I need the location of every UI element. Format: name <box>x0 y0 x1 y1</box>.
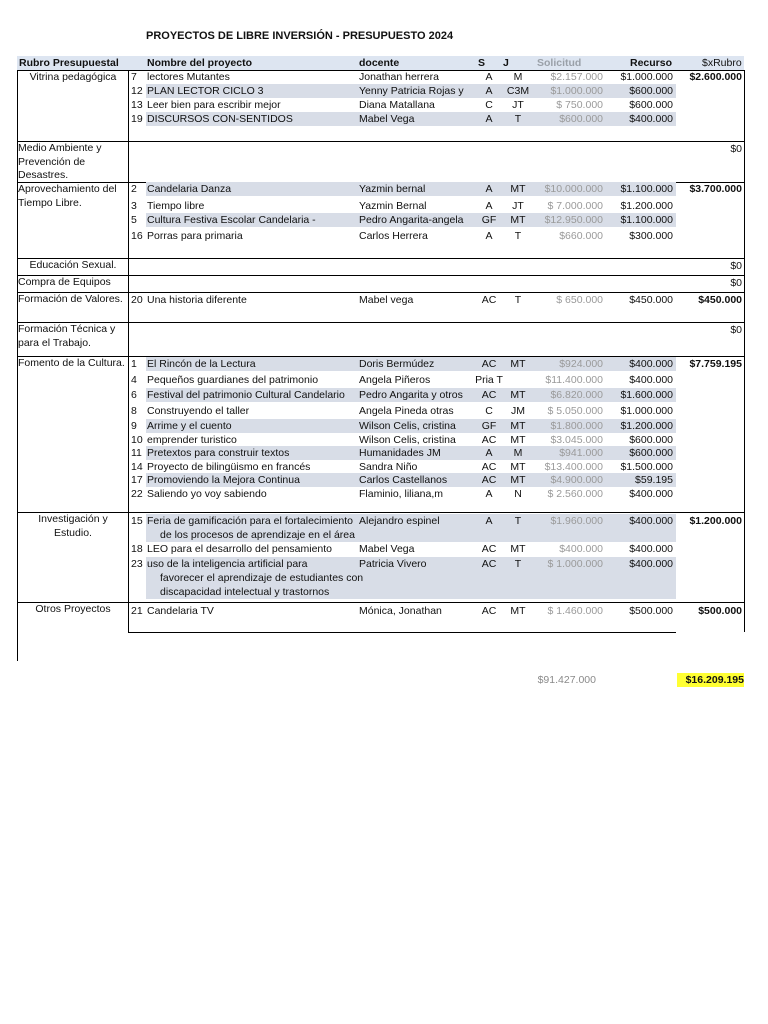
header-j: J <box>503 57 509 69</box>
project-j: M <box>513 71 523 83</box>
project-number: 10 <box>131 434 143 446</box>
project-j: T <box>514 230 522 242</box>
project-name: PLAN LECTOR CICLO 3 <box>147 85 264 97</box>
cell-divider <box>128 258 744 259</box>
project-j: JT <box>512 99 524 111</box>
project-number: 23 <box>131 558 143 570</box>
project-number: 4 <box>131 374 137 386</box>
project-docente: Mabel Vega <box>359 113 415 125</box>
project-s: AC <box>481 461 497 473</box>
table-row <box>129 473 744 487</box>
project-j: C3M <box>506 85 530 97</box>
project-s: AC <box>481 434 497 446</box>
table-row <box>129 433 744 447</box>
project-solicitud: $1.800.000 <box>550 420 603 432</box>
project-number: 13 <box>131 99 143 111</box>
project-docente: Angela Piñeros <box>359 374 431 386</box>
project-docente: Pedro Angarita-angela <box>359 214 464 226</box>
project-docente: Patricia Vivero <box>359 558 427 570</box>
project-j: MT <box>510 358 526 370</box>
table-top-border <box>17 70 744 71</box>
project-s: AC <box>481 605 497 617</box>
project-number: 8 <box>131 405 137 417</box>
project-recurso: $1.000.000 <box>620 405 673 417</box>
header-nombre: Nombre del proyecto <box>147 57 253 69</box>
project-recurso: $1.600.000 <box>620 389 673 401</box>
project-recurso: $59.195 <box>635 474 673 486</box>
cell-divider <box>128 322 744 323</box>
table-row <box>129 357 744 371</box>
project-docente: Doris Bermúdez <box>359 358 435 370</box>
table-row <box>129 199 744 213</box>
project-docente: Mónica, Jonathan <box>359 605 442 617</box>
project-solicitud: $ 1.000.000 <box>547 558 603 570</box>
project-j: MT <box>510 389 526 401</box>
table-row <box>129 229 744 243</box>
project-j: MT <box>510 183 526 195</box>
project-docente: Yenny Patricia Rojas y <box>359 85 464 97</box>
project-solicitud: $1.000.000 <box>550 85 603 97</box>
project-recurso: $400.000 <box>629 543 673 555</box>
rubro-total: $0 <box>730 260 742 272</box>
project-solicitud: $660.000 <box>559 230 603 242</box>
project-number: 22 <box>131 488 143 500</box>
project-number: 2 <box>131 183 137 195</box>
project-name: Candelaria Danza <box>147 183 232 195</box>
project-s: GF <box>481 214 497 226</box>
project-j: T <box>514 558 522 570</box>
project-number: 14 <box>131 461 143 473</box>
project-solicitud: $4.900.000 <box>550 474 603 486</box>
project-solicitud: $ 750.000 <box>556 99 603 111</box>
project-s: A <box>485 113 493 125</box>
rubro-label: Medio Ambiente y Prevención de Desastres. <box>18 142 102 181</box>
project-solicitud: $ 650.000 <box>556 294 603 306</box>
total-xrubro: $16.209.195 <box>677 673 744 687</box>
total-solicitud: $91.427.000 <box>537 674 596 686</box>
table-row <box>129 604 744 618</box>
rubro-label: Formación de Valores. <box>18 293 123 305</box>
project-docente: Flaminio, liliana,m <box>359 488 444 500</box>
project-solicitud: $941.000 <box>559 447 603 459</box>
project-name: Cultura Festiva Escolar Candelaria - <box>147 214 316 226</box>
project-number: 15 <box>131 515 143 527</box>
project-s: A <box>485 447 493 459</box>
rubro-total: $3.700.000 <box>689 183 742 195</box>
project-j: MT <box>510 214 526 226</box>
table-row <box>129 213 744 227</box>
project-recurso: $1.100.000 <box>620 214 673 226</box>
project-name: uso de la inteligencia artificial para <box>147 558 308 570</box>
project-s: AC <box>481 294 497 306</box>
project-number: 12 <box>131 85 143 97</box>
project-j: MT <box>510 605 526 617</box>
project-docente: Wilson Celis, cristina <box>359 420 456 432</box>
project-solicitud: $ 5.050.000 <box>547 405 603 417</box>
table-row <box>129 404 744 418</box>
project-j: MT <box>510 474 526 486</box>
project-name: DISCURSOS CON-SENTIDOS <box>147 113 293 125</box>
project-recurso: $600.000 <box>629 85 673 97</box>
rubro-label: Investigación y Estudio. <box>38 513 108 539</box>
project-solicitud: $6.820.000 <box>550 389 603 401</box>
header-rubro: Rubro Presupuestal <box>19 57 119 69</box>
project-s: A <box>485 488 493 500</box>
table-row <box>129 373 744 387</box>
project-solicitud: $13.400.000 <box>544 461 603 473</box>
project-name: lectores Mutantes <box>147 71 230 83</box>
project-s: AC <box>481 558 497 570</box>
project-recurso: $1.200.000 <box>620 200 673 212</box>
project-name-continued: de los procesos de aprendizaje en el área <box>160 529 355 541</box>
project-recurso: $600.000 <box>629 99 673 111</box>
project-number: 20 <box>131 294 143 306</box>
project-number: 1 <box>131 358 137 370</box>
project-solicitud: $10.000.000 <box>544 183 603 195</box>
project-docente: Wilson Celis, cristina <box>359 434 456 446</box>
project-docente: Humanidades JM <box>359 447 441 459</box>
project-number: 18 <box>131 543 143 555</box>
rubro-label: Aprovechamiento del Tiempo Libre. <box>18 183 117 209</box>
table-row <box>129 388 744 402</box>
rubro-label: Fomento de la Cultura. <box>18 357 125 369</box>
project-recurso: $400.000 <box>629 558 673 570</box>
project-name-continued: discapacidad intelectual y trastornos <box>160 586 330 598</box>
rubro-label: Otros Proyectos <box>35 603 111 615</box>
project-solicitud: $ 7.000.000 <box>547 200 603 212</box>
rubro-label: Educación Sexual. <box>29 259 117 271</box>
project-number: 5 <box>131 214 137 226</box>
project-docente: Alejandro espinel <box>359 515 440 527</box>
project-number: 11 <box>131 447 142 459</box>
project-j: MT <box>510 434 526 446</box>
project-name: Construyendo el taller <box>147 405 250 417</box>
project-s: AC <box>481 389 497 401</box>
project-solicitud: $3.045.000 <box>550 434 603 446</box>
table-row <box>129 70 744 84</box>
project-recurso: $400.000 <box>629 358 673 370</box>
header-recurso: Recurso <box>630 57 673 69</box>
project-recurso: $400.000 <box>629 374 673 386</box>
rubro-total: $0 <box>730 324 742 336</box>
table-row <box>129 84 744 98</box>
project-number: 21 <box>131 605 143 617</box>
row-divider <box>128 632 676 633</box>
project-name: Feria de gamificación para el fortalecimiento <box>147 515 354 527</box>
project-recurso: $500.000 <box>629 605 673 617</box>
project-docente: Diana Matallana <box>359 99 435 111</box>
project-name: Promoviendo la Mejora Continua <box>147 474 300 486</box>
project-name: Porras para primaria <box>147 230 243 242</box>
project-name: Festival del patrimonio Cultural Candelario <box>147 389 345 401</box>
document-title: PROYECTOS DE LIBRE INVERSIÓN - PRESUPUESTO 2024 <box>146 30 454 42</box>
project-name: Candelaria TV <box>147 605 214 617</box>
project-j: MT <box>510 420 526 432</box>
project-s: C <box>485 99 493 111</box>
table-row <box>129 112 744 126</box>
project-recurso: $600.000 <box>629 447 673 459</box>
project-docente: Sandra Niño <box>359 461 418 473</box>
project-s: A <box>485 200 493 212</box>
project-recurso: $1.500.000 <box>620 461 673 473</box>
project-docente: Angela Pineda otras <box>359 405 454 417</box>
project-solicitud: $ 1.460.000 <box>547 605 603 617</box>
project-name: LEO para el desarrollo del pensamiento <box>147 543 333 555</box>
project-s: C <box>485 405 493 417</box>
rubro-column-border <box>128 70 129 632</box>
project-number: 19 <box>131 113 143 125</box>
rubro-total: $500.000 <box>698 605 742 617</box>
project-solicitud: $924.000 <box>559 358 603 370</box>
rubro-label: Vitrina pedagógica <box>29 71 117 83</box>
project-solicitud: $12.950.000 <box>544 214 603 226</box>
project-name-continued: favorecer el aprendizaje de estudiantes con <box>160 572 364 584</box>
table-row <box>129 542 744 556</box>
project-s: AC <box>481 543 497 555</box>
project-j: M <box>513 447 523 459</box>
project-s: AC <box>481 358 497 370</box>
project-solicitud: $1.960.000 <box>550 515 603 527</box>
project-j: JT <box>512 200 524 212</box>
project-solicitud: $11.400.000 <box>545 374 603 386</box>
rubro-total: $450.000 <box>698 294 742 306</box>
project-solicitud: $600.000 <box>559 113 603 125</box>
table-row <box>129 98 744 112</box>
project-name: Tiempo libre <box>147 200 205 212</box>
project-s: AC <box>481 474 497 486</box>
project-j: T <box>514 515 522 527</box>
project-s: A <box>485 71 493 83</box>
cell-divider <box>128 275 744 276</box>
header-xrubro: $xRubro <box>702 57 742 69</box>
table-left-border <box>17 70 18 661</box>
rubro-label: Compra de Equipos <box>18 276 111 288</box>
rubro-total: $2.600.000 <box>689 71 742 83</box>
project-name: Leer bien para escribir mejor <box>147 99 281 111</box>
cell-divider <box>128 141 744 142</box>
project-docente: Yazmin bernal <box>359 183 426 195</box>
project-docente: Mabel Vega <box>359 543 415 555</box>
project-name: emprender turistico <box>147 434 237 446</box>
project-recurso: $300.000 <box>629 230 673 242</box>
table-row <box>129 419 744 433</box>
project-recurso: $400.000 <box>629 515 673 527</box>
project-j: T <box>514 294 522 306</box>
table-row <box>129 293 744 307</box>
project-j: N <box>514 488 522 500</box>
project-s: A <box>485 85 493 97</box>
project-number: 3 <box>131 200 137 212</box>
table-row <box>129 487 744 501</box>
project-recurso: $1.000.000 <box>620 71 673 83</box>
project-docente: Carlos Castellanos <box>359 474 448 486</box>
project-number: 6 <box>131 389 137 401</box>
table-row <box>129 557 744 599</box>
project-s: Pria T <box>475 374 503 386</box>
project-s: A <box>485 515 493 527</box>
project-recurso: $400.000 <box>629 488 673 500</box>
project-recurso: $1.100.000 <box>620 183 673 195</box>
project-docente: Pedro Angarita y otros <box>359 389 463 401</box>
rubro-total: $7.759.195 <box>689 358 742 370</box>
project-name: Pretextos para construir textos <box>147 447 290 459</box>
header-s: S <box>478 57 486 69</box>
project-number: 17 <box>131 474 143 486</box>
project-number: 7 <box>131 71 137 83</box>
project-name: Una historia diferente <box>147 294 247 306</box>
table-right-border <box>744 70 745 632</box>
project-recurso: $400.000 <box>629 113 673 125</box>
project-j: JM <box>511 405 525 417</box>
project-name: Saliendo yo voy sabiendo <box>147 488 267 500</box>
table-row <box>129 514 744 542</box>
project-name: El Rincón de la Lectura <box>147 358 256 370</box>
project-s: A <box>485 183 493 195</box>
project-docente: Carlos Herrera <box>359 230 428 242</box>
project-solicitud: $400.000 <box>559 543 603 555</box>
project-j: MT <box>510 543 526 555</box>
project-docente: Mabel vega <box>359 294 414 306</box>
header-docente: docente <box>359 57 400 69</box>
project-name: Pequeños guardianes del patrimonio <box>147 374 319 386</box>
table-row <box>129 446 744 460</box>
rubro-label: Formación Técnica y para el Trabajo. <box>18 323 116 349</box>
rubro-total: $0 <box>730 143 742 155</box>
project-number: 9 <box>131 420 137 432</box>
rubro-total: $0 <box>730 277 742 289</box>
project-docente: Jonathan herrera <box>359 71 439 83</box>
header-solicitud: Solicitud <box>537 57 582 69</box>
project-name: Arrime y el cuento <box>147 420 232 432</box>
rubro-total: $1.200.000 <box>689 515 742 527</box>
project-solicitud: $ 2.560.000 <box>547 488 603 500</box>
table-row <box>129 460 744 474</box>
project-recurso: $450.000 <box>629 294 673 306</box>
project-name: Proyecto de bilingüismo en francés <box>147 461 311 473</box>
project-recurso: $1.200.000 <box>620 420 673 432</box>
project-s: A <box>485 230 493 242</box>
project-number: 16 <box>131 230 143 242</box>
project-j: T <box>514 113 522 125</box>
project-s: GF <box>481 420 497 432</box>
table-row <box>129 182 744 196</box>
project-j: MT <box>510 461 526 473</box>
project-solicitud: $2.157.000 <box>550 71 603 83</box>
project-recurso: $600.000 <box>629 434 673 446</box>
project-docente: Yazmin Bernal <box>359 200 427 212</box>
